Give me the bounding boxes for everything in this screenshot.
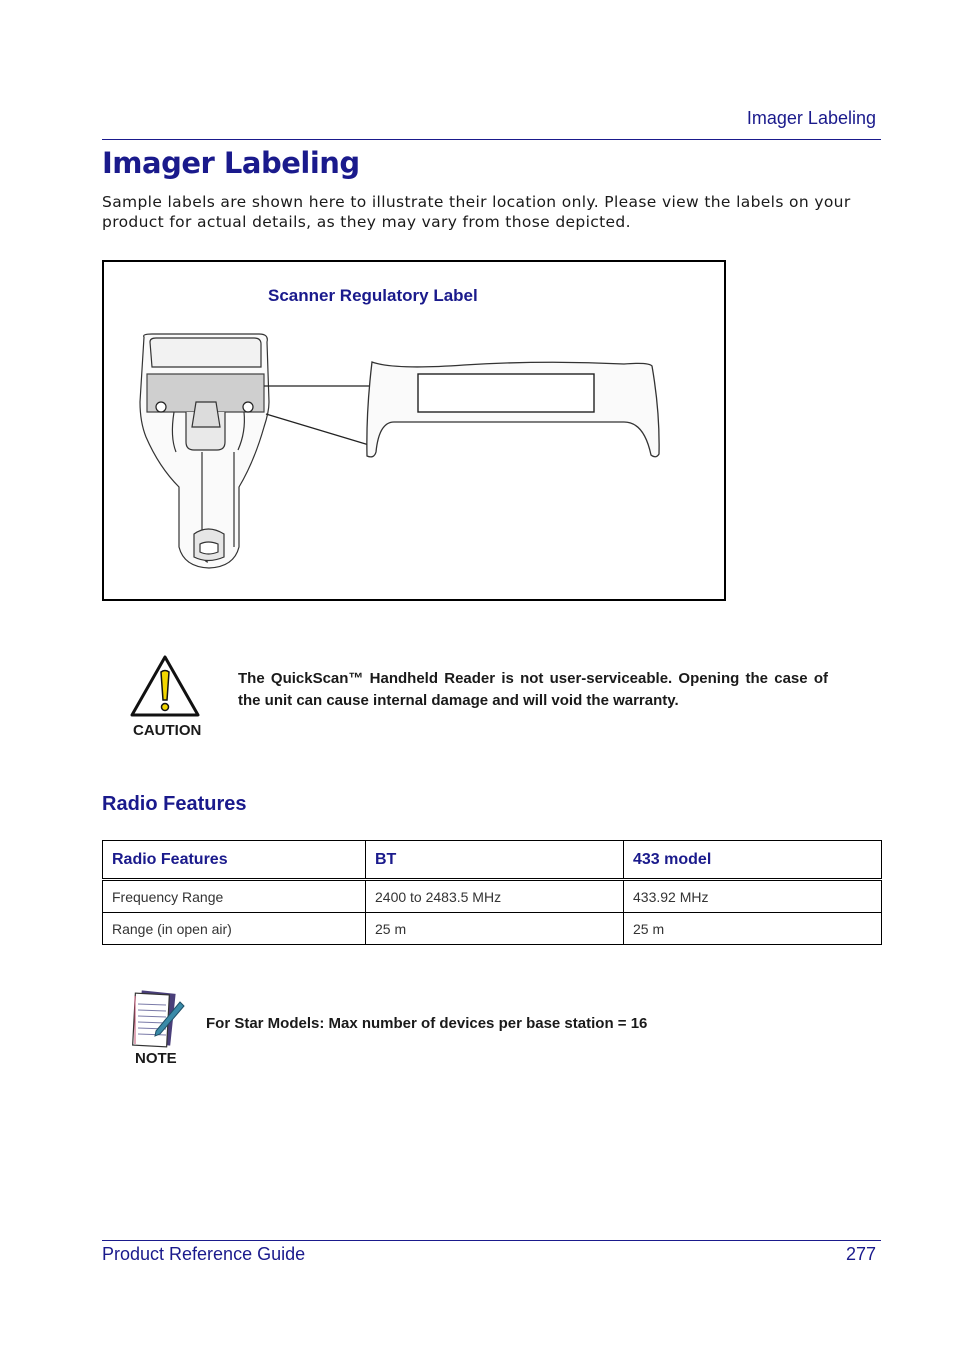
label-panel-drawing	[367, 362, 659, 457]
table-cell: Range (in open air)	[103, 913, 366, 945]
table-row	[103, 913, 882, 945]
table-cell: 25 m	[624, 913, 882, 945]
radio-features-table	[102, 840, 882, 945]
intro-paragraph: Sample labels are shown here to illustrate their location only. Please view the labels on your product for actual details, as they may vary from those depicted.	[102, 193, 851, 231]
table-header-cell: BT	[366, 841, 624, 880]
note-text: For Star Models: Max number of devices per base station = 16	[206, 1015, 648, 1032]
note-icon	[128, 990, 188, 1048]
footer-guide-title: Product Reference Guide	[102, 1244, 306, 1264]
caution-text: The QuickScan™ Handheld Reader is not user-serviceable. Opening the case of the unit can cause internal damage and will void the warranty.	[238, 670, 828, 709]
table-header-cell: Radio Features	[103, 841, 366, 880]
section-title-radio-features: Radio Features	[102, 793, 247, 815]
page-number: 277	[845, 1244, 876, 1264]
scanner-illustration	[104, 262, 724, 599]
regulatory-label-figure	[102, 260, 726, 601]
table-header-row	[103, 841, 882, 880]
caution-icon	[129, 654, 201, 720]
scanner-body-drawing	[140, 334, 269, 568]
table-cell: Frequency Range	[103, 880, 366, 913]
callout-line-bottom	[266, 414, 369, 445]
table-cell: 2400 to 2483.5 MHz	[366, 880, 624, 913]
running-header: Imager Labeling	[746, 108, 876, 128]
header-rule	[102, 139, 881, 140]
note-label: NOTE	[135, 1050, 177, 1067]
table-cell: 433.92 MHz	[624, 880, 882, 913]
page-title: Imager Labeling	[102, 146, 360, 180]
table-header-cell: 433 model	[624, 841, 882, 880]
table-cell: 25 m	[366, 913, 624, 945]
figure-caption: Scanner Regulatory Label	[268, 286, 478, 305]
table-row	[103, 880, 882, 913]
footer-rule	[102, 1240, 881, 1241]
caution-label: CAUTION	[133, 722, 202, 739]
